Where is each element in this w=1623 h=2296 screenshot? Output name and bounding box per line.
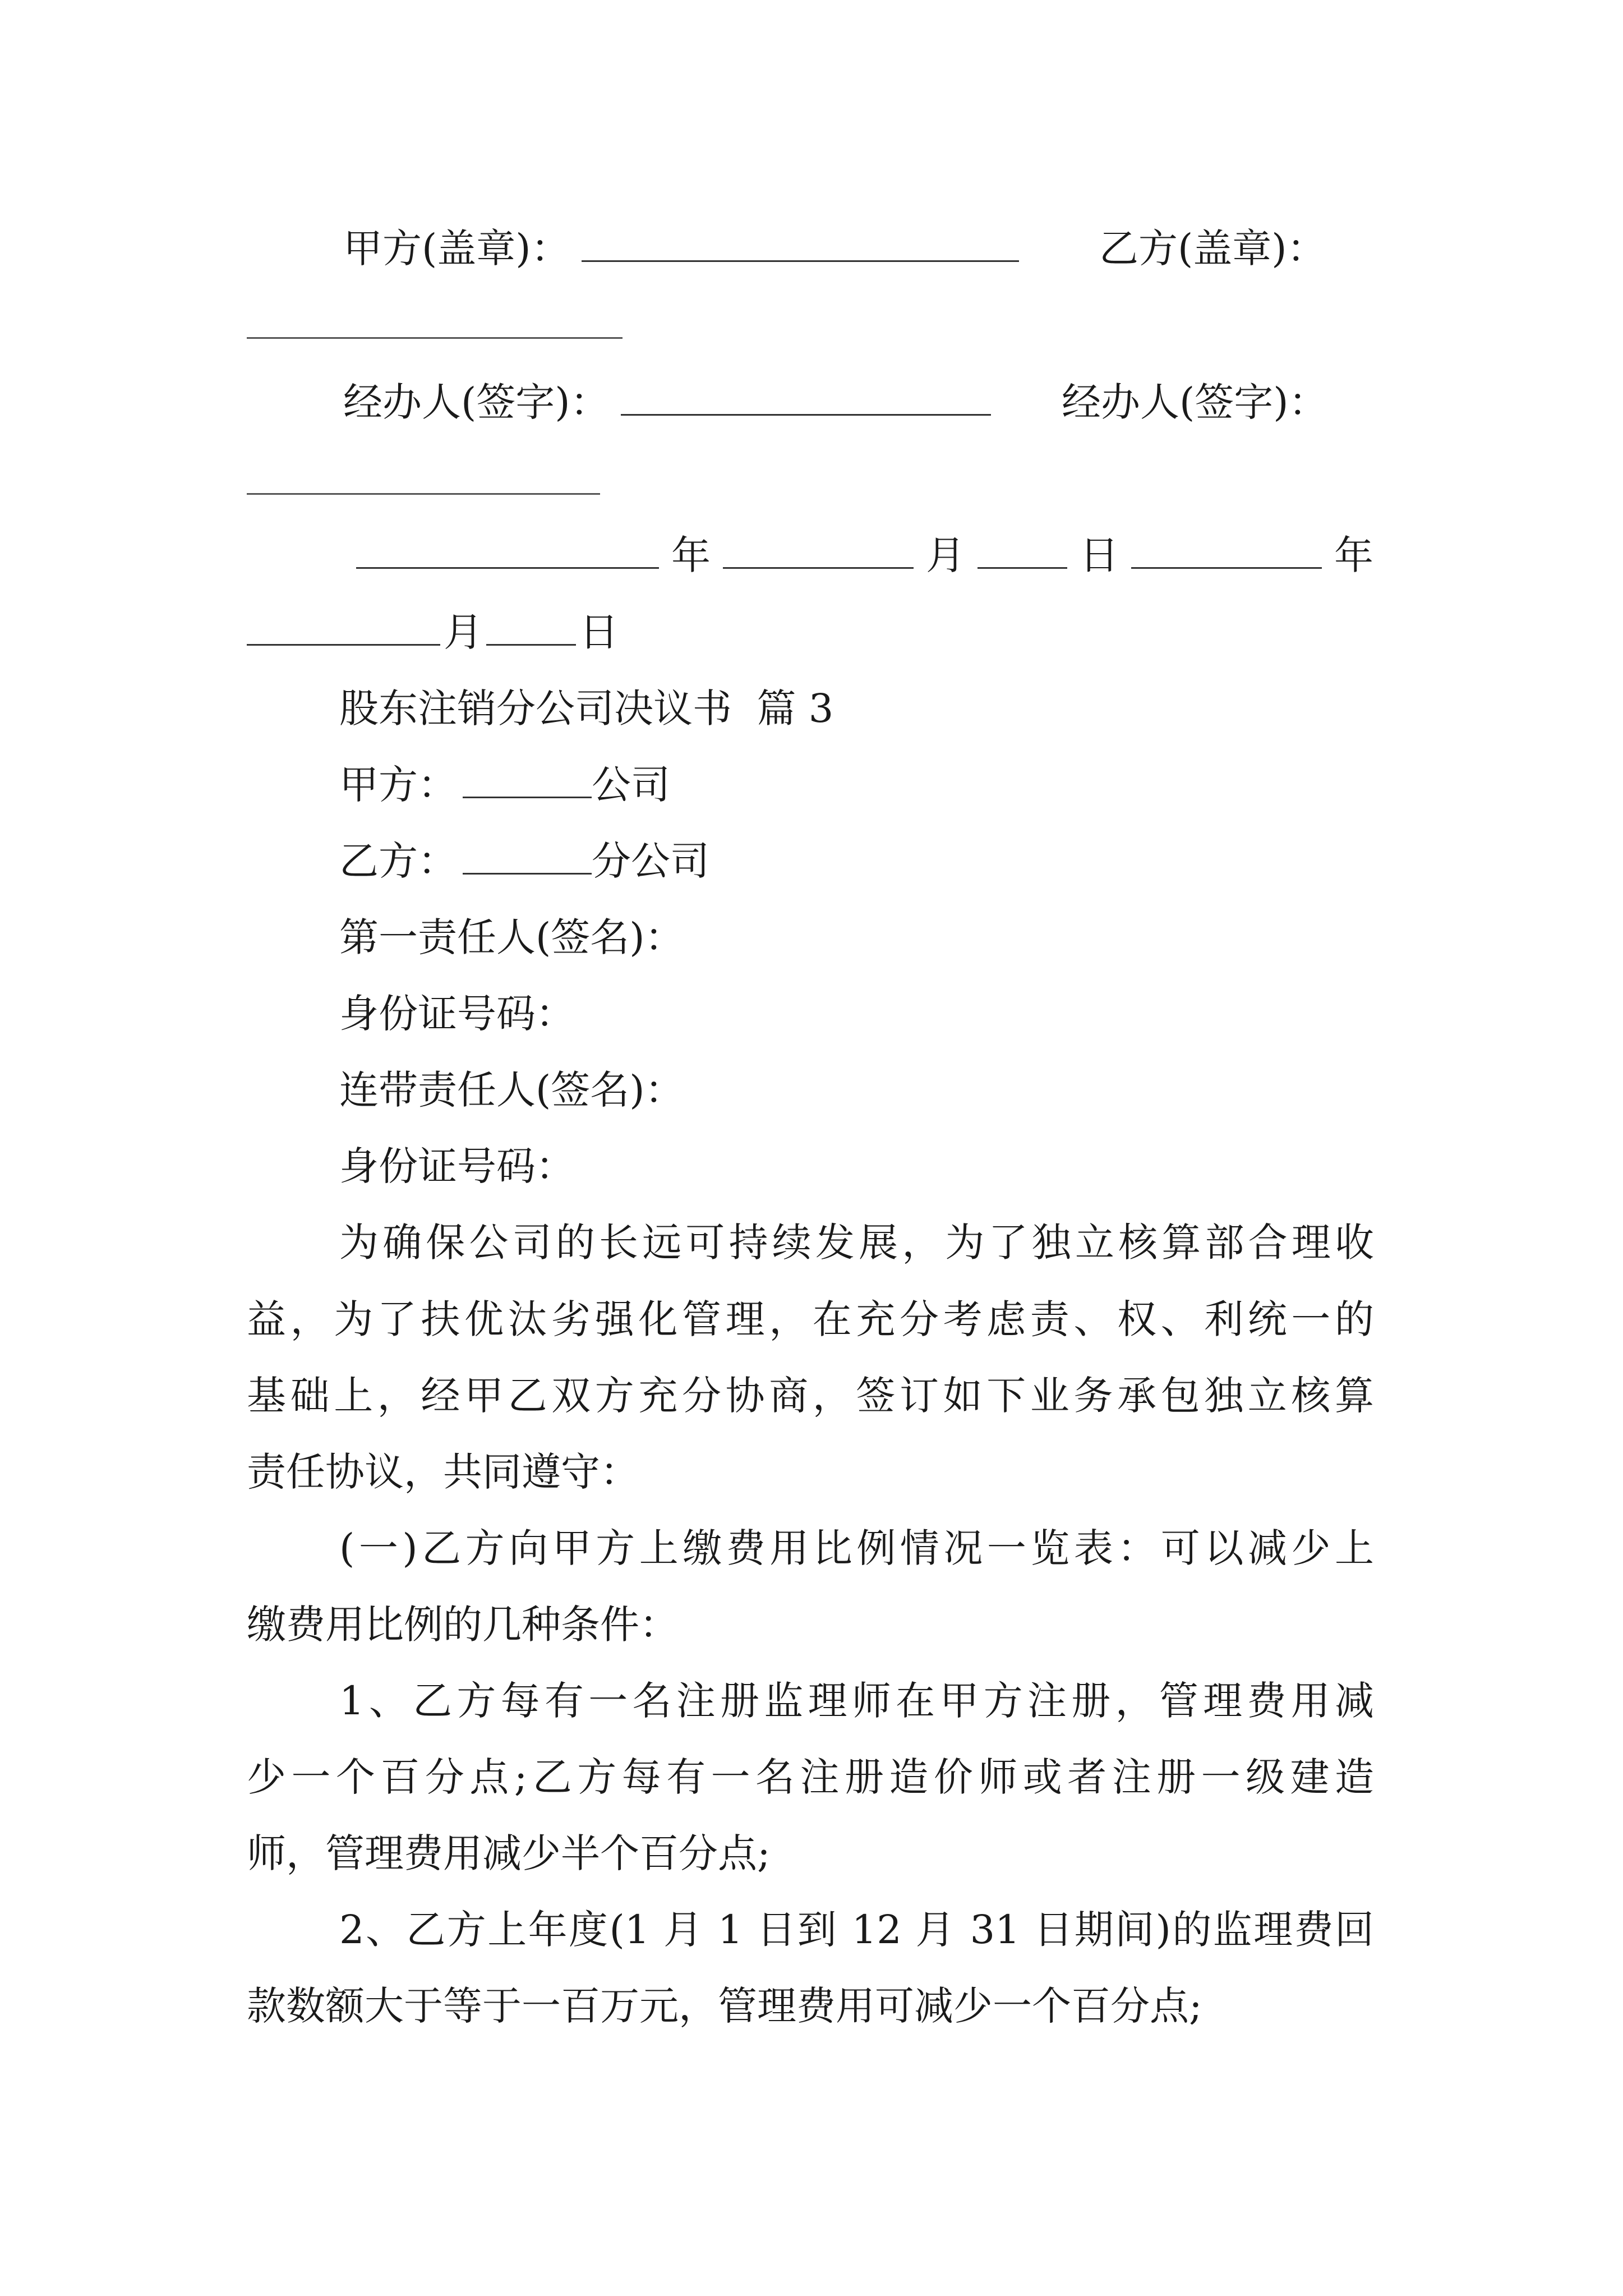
party-b-seal-blank[interactable] xyxy=(247,337,623,339)
agent-b-blank[interactable] xyxy=(247,493,600,495)
joint-responsible-person: 连带责任人(签名)： xyxy=(339,1067,684,1113)
id-number-1: 身份证号码： xyxy=(339,991,575,1037)
paragraph-1-line-2: 益，为了扶优汰劣强化管理，在充分考虑责、权、利统一的 xyxy=(247,1296,1374,1342)
party-a-label: 甲方： xyxy=(339,762,457,808)
party-b-company-blank[interactable] xyxy=(463,872,592,875)
day-b-blank[interactable] xyxy=(486,643,576,646)
agent-a-blank[interactable] xyxy=(621,413,991,416)
paragraph-4-line-2: 款数额大于等于一百万元，管理费用可减少一个百分点; xyxy=(247,1983,1202,2029)
date-line-b xyxy=(247,609,619,655)
id-number-2: 身份证号码： xyxy=(339,1143,575,1189)
paragraph-3-line-1: 1、乙方每有一名注册监理师在甲方注册，管理费用减 xyxy=(339,1678,1374,1724)
month-a-label: 月 xyxy=(926,532,965,578)
date-line-a xyxy=(356,532,1373,578)
party-a-line xyxy=(339,762,670,808)
agent-b-label: 经办人(签字)： xyxy=(1062,379,1328,425)
party-b-line xyxy=(339,838,709,884)
agent-a-label: 经办人(签字)： xyxy=(343,379,610,425)
party-a-suffix: 公司 xyxy=(592,762,670,808)
party-a-seal-line xyxy=(343,226,1019,272)
party-b-seal-label: 乙方(盖章)： xyxy=(1099,226,1326,272)
day-b-label: 日 xyxy=(579,609,619,655)
month-b-blank[interactable] xyxy=(247,643,440,646)
year-b-blank[interactable] xyxy=(1131,567,1322,569)
party-a-seal-blank[interactable] xyxy=(582,260,1019,262)
paragraph-3-line-2: 少一个百分点;乙方每有一名注册造价师或者注册一级建造 xyxy=(247,1754,1374,1800)
paragraph-3-line-3: 师，管理费用减少半个百分点; xyxy=(247,1830,771,1876)
year-a-label: 年 xyxy=(671,532,711,578)
year-b-label: 年 xyxy=(1334,532,1373,578)
section-title: 股东注销分公司决议书 篇 3 xyxy=(339,685,834,731)
party-b-seal-line xyxy=(1099,226,1326,272)
party-b-label: 乙方： xyxy=(339,838,457,884)
paragraph-1-line-3: 基础上，经甲乙双方充分协商，签订如下业务承包独立核算 xyxy=(247,1373,1374,1419)
day-a-blank[interactable] xyxy=(978,567,1067,569)
paragraph-4-line-1: 2、乙方上年度(1 月 1 日到 12 月 31 日期间)的监理费回 xyxy=(339,1907,1374,1953)
month-a-blank[interactable] xyxy=(723,567,914,569)
paragraph-1-line-4: 责任协议，共同遵守： xyxy=(247,1449,639,1495)
paragraph-2-line-2: 缴费用比例的几种条件： xyxy=(247,1602,679,1648)
first-responsible-person: 第一责任人(签名)： xyxy=(339,914,684,960)
month-b-label: 月 xyxy=(444,609,483,655)
year-a-blank[interactable] xyxy=(356,567,659,569)
agent-a-line xyxy=(343,379,991,425)
day-a-label: 日 xyxy=(1080,532,1119,578)
party-a-seal-label: 甲方(盖章)： xyxy=(343,226,570,272)
agent-b-line xyxy=(1062,379,1328,425)
party-a-company-blank[interactable] xyxy=(463,796,592,798)
party-b-suffix: 分公司 xyxy=(592,838,709,884)
paragraph-1-line-1: 为确保公司的长远可持续发展，为了独立核算部合理收 xyxy=(339,1220,1374,1266)
paragraph-2-line-1: (一)乙方向甲方上缴费用比例情况一览表：可以减少上 xyxy=(339,1525,1374,1571)
